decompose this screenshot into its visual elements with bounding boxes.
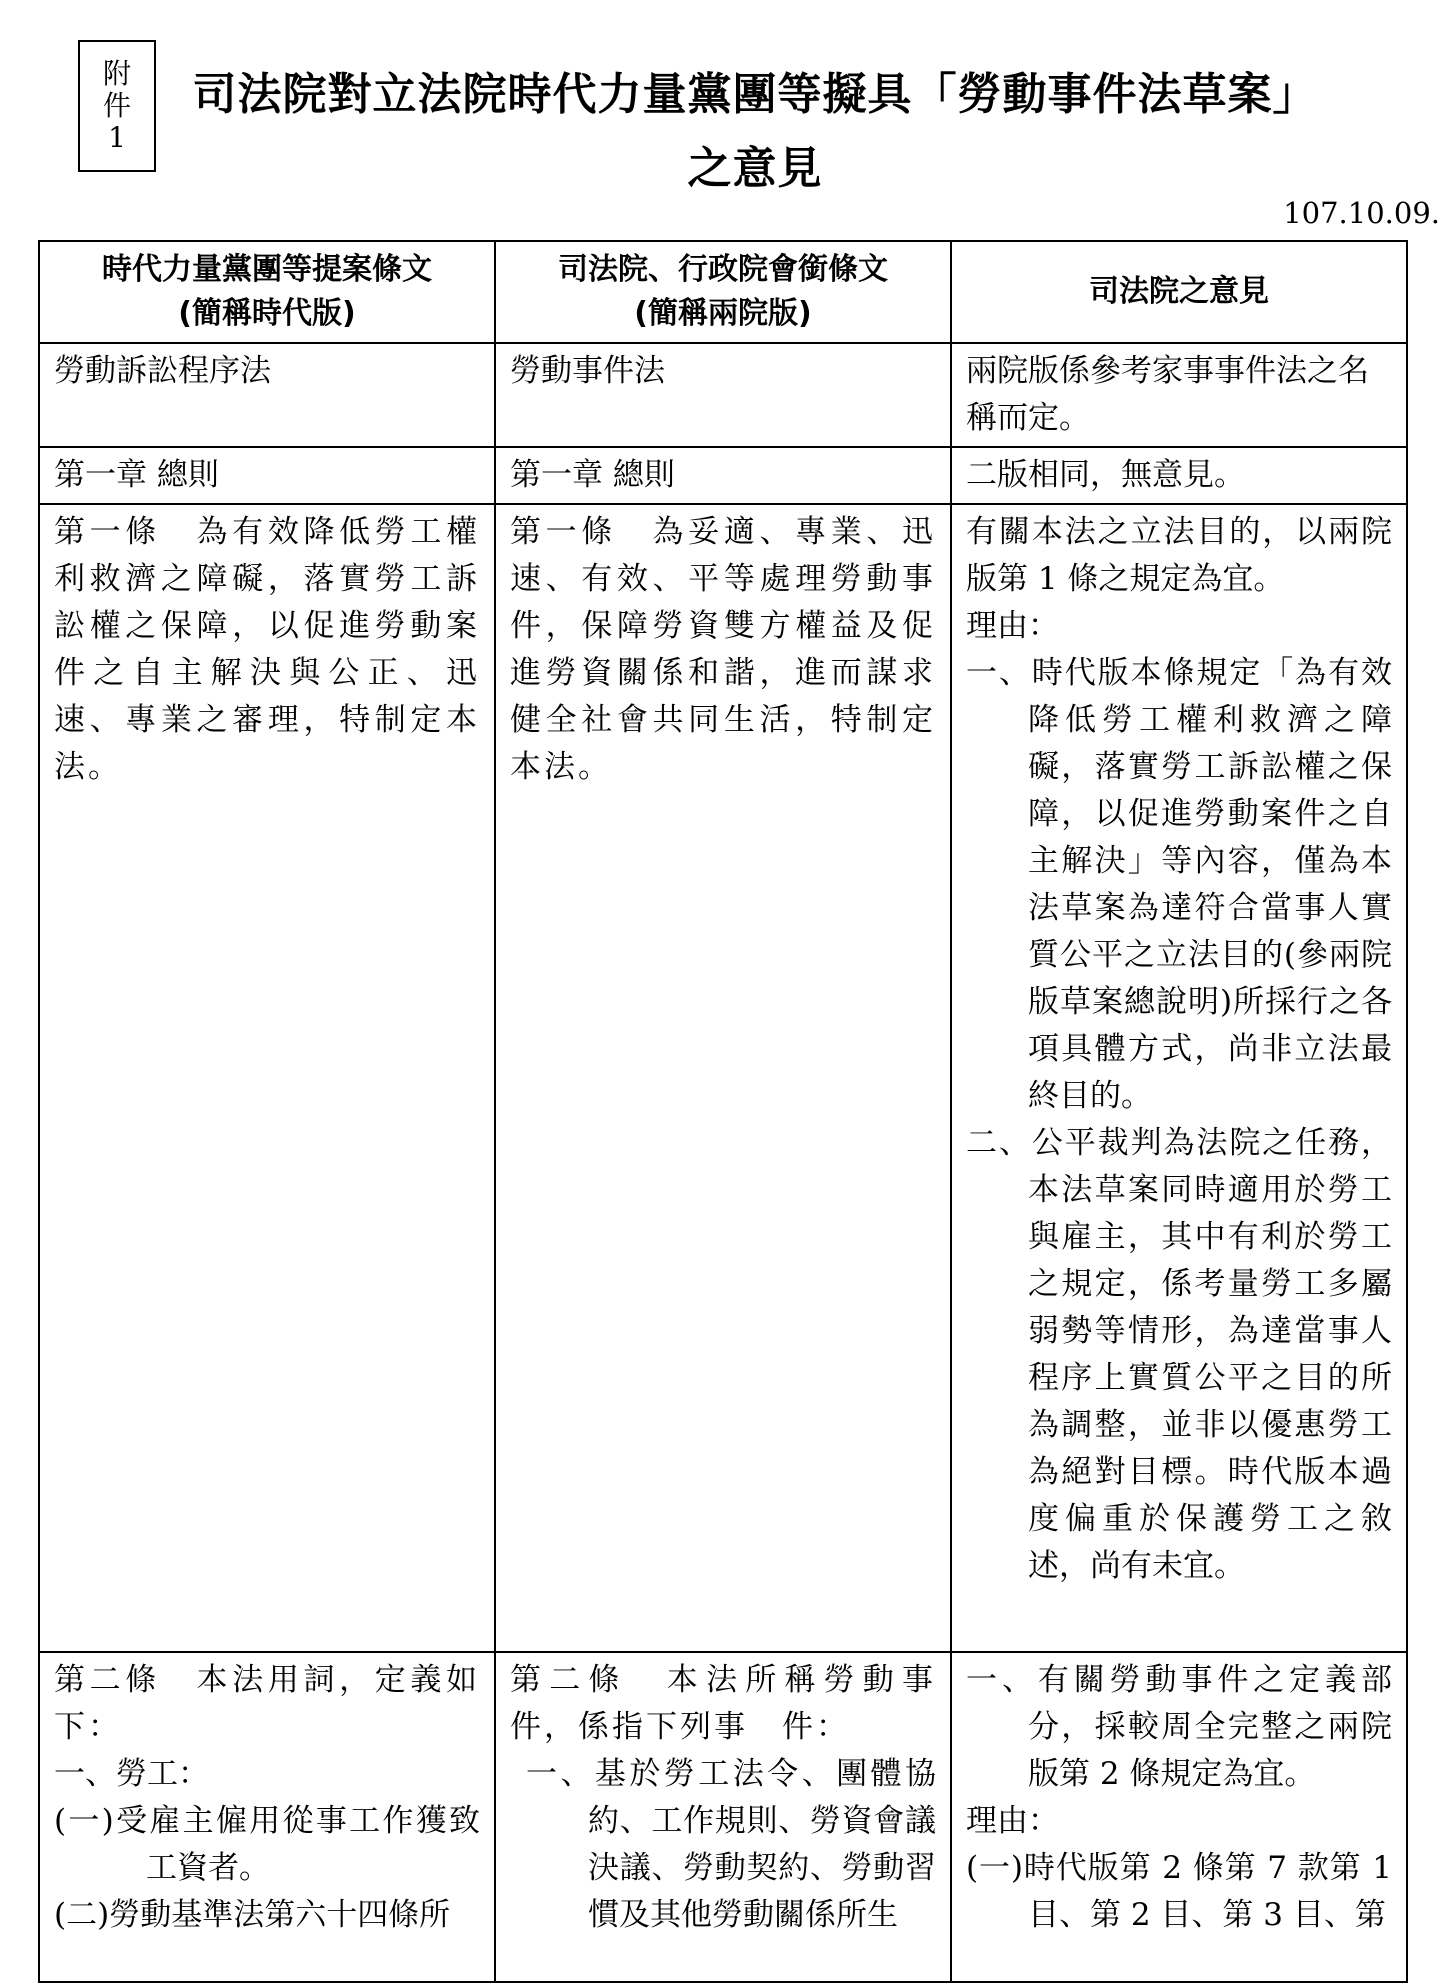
header-line: 司法院之意見	[1089, 274, 1269, 309]
reason-item-2: 二、公平裁判為法院之任務，本法草案同時適用於勞工與雇主，其中有利於勞工之規定，係考量勞工多屬弱勢等情形，為達當事人程序上實質公平之目的所為調整，並非以優惠勞工為絕對目標。時代版本過度偏重於保護勞工之敘述，尚有未宜。	[966, 1125, 1392, 1584]
reason-label: 理由：	[966, 608, 1059, 644]
reason-label: 理由：	[966, 1803, 1059, 1839]
document-title-line-1: 司法院對立法院時代力量黨團等擬具「勞動事件法草案」	[192, 69, 1318, 120]
cell-text: 第一章 總則	[54, 457, 219, 493]
cell-time-version	[39, 504, 495, 1652]
cell-text: 第一章 總則	[510, 457, 675, 493]
article-1-text: 第一條 為妥適、專業、迅速、有效、平等處理勞動事件，保障勞資雙方權益及促進勞資關係和諧，進而謀求健全社會共同生活，特制定本法。	[510, 514, 936, 785]
table-row	[39, 343, 1407, 447]
header-line: (簡稱時代版)	[178, 296, 356, 331]
cell-two-yuan-version	[495, 1652, 951, 1982]
cell-opinion	[951, 504, 1407, 1652]
cell-opinion	[951, 447, 1407, 504]
reason-item-1: 一、時代版本條規定「為有效降低勞工權利救濟之障礙，落實勞工訴訟權之保障，以促進勞動案件之自主解決」等內容，僅為本法草案為達符合當事人實質公平之立法目的(參兩院版草案總說明)所採行之各項具體方式，尚非立法最終目的。	[966, 655, 1392, 1114]
cell-two-yuan-version	[495, 504, 951, 1652]
article-2-sub-2: (二)勞動基準法第六十四條所	[54, 1897, 451, 1933]
cell-two-yuan-version	[495, 343, 951, 447]
header-line: 時代力量黨團等提案條文	[102, 252, 432, 287]
cell-text: 二版相同，無意見。	[966, 457, 1245, 493]
article-2-sub-1: (一)受雇主僱用從事工作獲致工資者。	[54, 1803, 480, 1886]
article-1-text: 第一條 為有效降低勞工權利救濟之障礙，落實勞工訴訟權之保障，以促進勞動案件之自主解決與公正、迅速、專業之審理，特制定本法。	[54, 514, 480, 785]
document-title-line-2: 之意見	[687, 143, 823, 194]
article-2-text: 第二條 本法用詞，定義如下：	[54, 1662, 480, 1745]
header-judicial-opinion	[951, 241, 1407, 343]
cell-time-version	[39, 343, 495, 447]
cell-text: 兩院版係參考家事事件法之名稱而定。	[966, 353, 1369, 436]
cell-two-yuan-version	[495, 447, 951, 504]
cell-text: 勞動事件法	[510, 353, 665, 389]
header-line: 司法院、行政院會銜條文	[558, 252, 888, 287]
cell-text: 勞動訴訟程序法	[54, 353, 271, 389]
opinion-summary: 有關本法之立法目的，以兩院版第 1 條之規定為宜。	[966, 514, 1392, 597]
cell-opinion	[951, 343, 1407, 447]
attachment-stamp	[78, 40, 156, 172]
comparison-table	[38, 240, 1408, 1983]
cell-opinion	[951, 1652, 1407, 1982]
opinion-item-1: 一、有關勞動事件之定義部分，採較周全完整之兩院版第 2 條規定為宜。	[966, 1662, 1392, 1792]
header-line: (簡稱兩院版)	[634, 296, 812, 331]
article-2-text: 第二條 本法所稱勞動事件，係指下列事 件：	[510, 1662, 936, 1745]
table-row	[39, 447, 1407, 504]
cell-time-version	[39, 447, 495, 504]
header-time-power-version	[39, 241, 495, 343]
cell-time-version	[39, 1652, 495, 1982]
reason-sub-1: (一)時代版第 2 條第 7 款第 1 目、第 2 目、第 3 目、第	[966, 1850, 1392, 1933]
document-date: 107.10.09.	[1283, 196, 1440, 230]
article-2-item-1: 一、基於勞工法令、團體協約、工作規則、勞資會議決議、勞動契約、勞動習慣及其他勞動關係所生	[526, 1756, 936, 1933]
header-two-yuan-version	[495, 241, 951, 343]
table-row	[39, 504, 1407, 1652]
table-header-row	[39, 241, 1407, 343]
article-2-item-1: 一、勞工：	[54, 1756, 209, 1792]
stamp-char-3: 1	[108, 121, 126, 154]
stamp-char-2: 件	[102, 89, 131, 122]
stamp-char-1: 附	[102, 57, 131, 90]
table-row	[39, 1652, 1407, 1982]
